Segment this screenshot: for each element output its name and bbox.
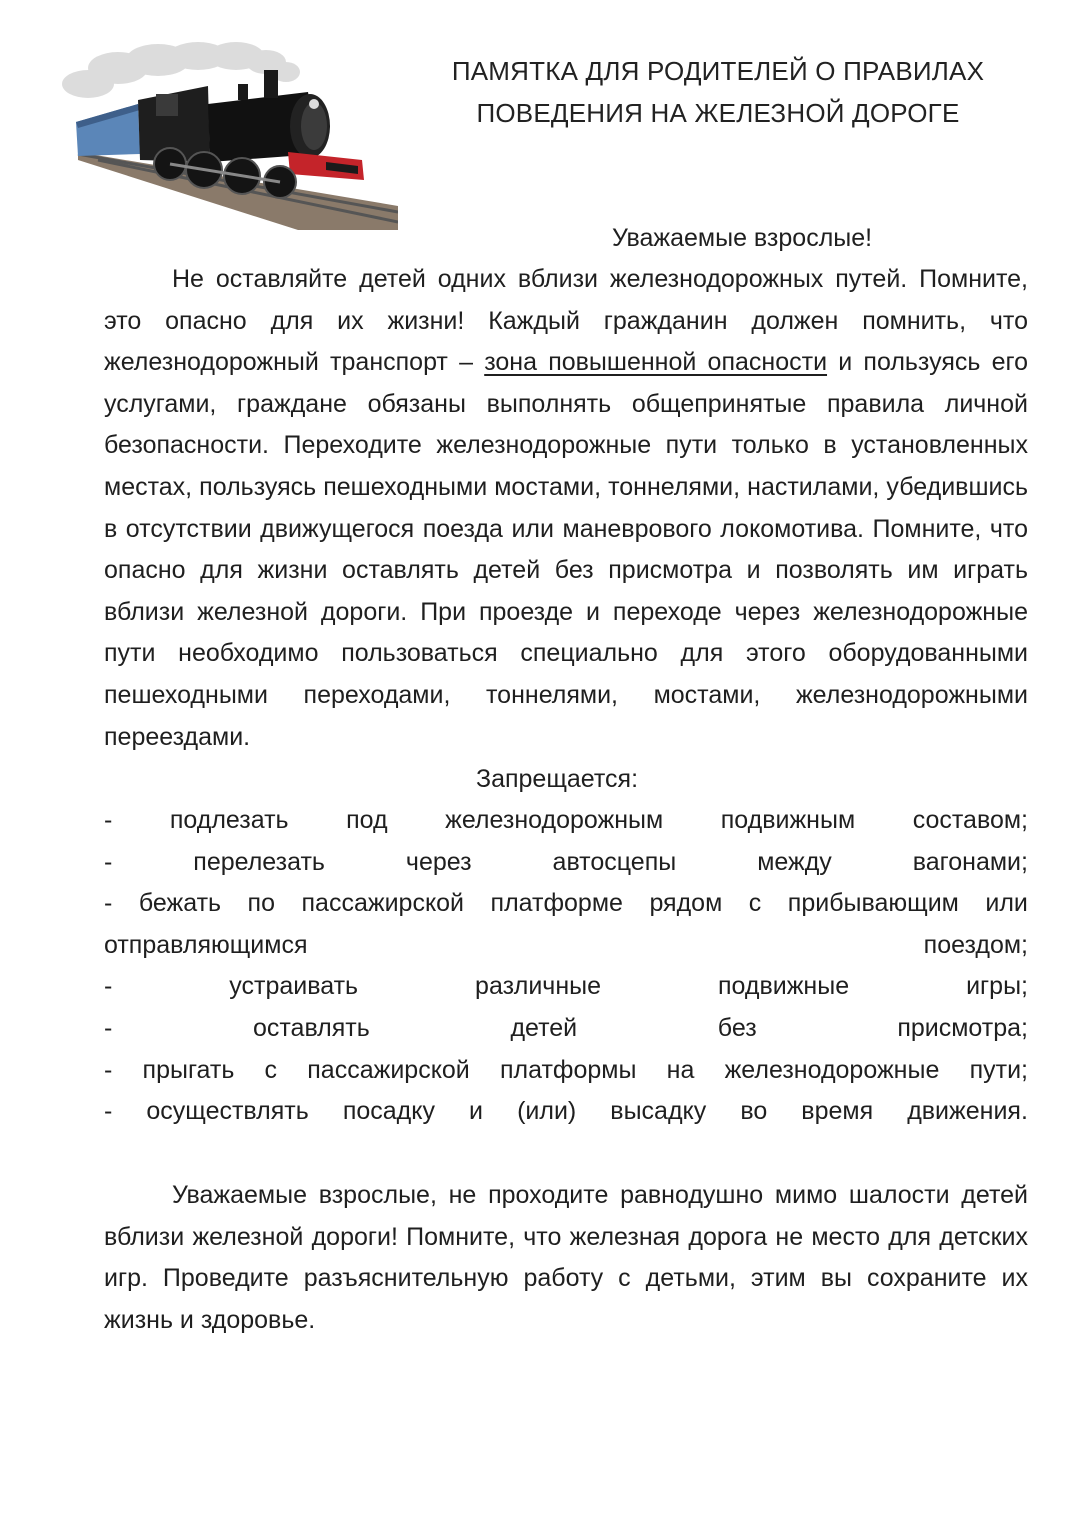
highlight-danger-zone: зона повышенной опасности <box>484 348 828 377</box>
paragraph-main-after: и пользуясь его услугами, граждане обязаны выполнять общепринятые правила личной безопасности. Переходите железнодорожные пути только в установленных местах, пользуясь пешеходными мостами, тоннелями, настилами, убедившись в отсутствии движущегося поезда или маневрового локомотива. Помните, что опасно для жизни оставлять детей без присмотра и позволять им играть вблизи железной дороги. При проезде и переходе через железнодорожные пути необходимо пользоваться специально для этого оборудованными пешеходными переходами, тоннелями, мостами, железнодорожными переездами. <box>104 348 1028 751</box>
list-item: - подлезать под железнодорожным подвижным составом; <box>104 806 1028 834</box>
title-line-2: ПОВЕДЕНИЯ НА ЖЕЛЕЗНОЙ ДОРОГЕ <box>476 98 960 128</box>
prohibited-title: Запрещается: <box>475 765 639 793</box>
list-item: - осуществлять посадку и (или) высадку во время движения. <box>104 1097 1028 1126</box>
list-item: - оставлять детей без присмотра; <box>104 1013 1028 1042</box>
list-item: - устраивать различные подвижные игры; <box>104 972 1028 1001</box>
paragraph-main <box>104 259 1028 758</box>
list-item: - перелезать через автосцепы между вагонами; <box>104 847 1028 876</box>
list-item: - прыгать с пассажирской платформы на железнодорожные пути; <box>104 1055 1028 1084</box>
document-title <box>430 50 1006 134</box>
list-item-continuation: отправляющимся поездом; <box>104 930 1028 959</box>
title-line-1: ПАМЯТКА ДЛЯ РОДИТЕЛЕЙ О ПРАВИЛАХ <box>451 56 985 86</box>
prohibited-list <box>104 800 1028 1133</box>
paragraph-closing: Уважаемые взрослые, не проходите равнодушно мимо шалости детей вблизи железной дороги! Помните, что железная дорога не место для детских игр. Проведите разъяснительную работу с детьми, этим вы сохраните их жизнь и здоровье. <box>104 1181 1028 1334</box>
greeting: Уважаемые взрослые! <box>612 224 873 252</box>
paragraph-main-before: Не оставляйте детей одних вблизи железнодорожных путей. Помните, это опасно для их жизни! Каждый гражданин должен помнить, что железнодорожный транспорт – <box>104 265 1028 377</box>
steam-locomotive-icon <box>58 34 398 230</box>
list-item: - бежать по пассажирской платформе рядом с прибывающим или <box>104 889 1028 918</box>
